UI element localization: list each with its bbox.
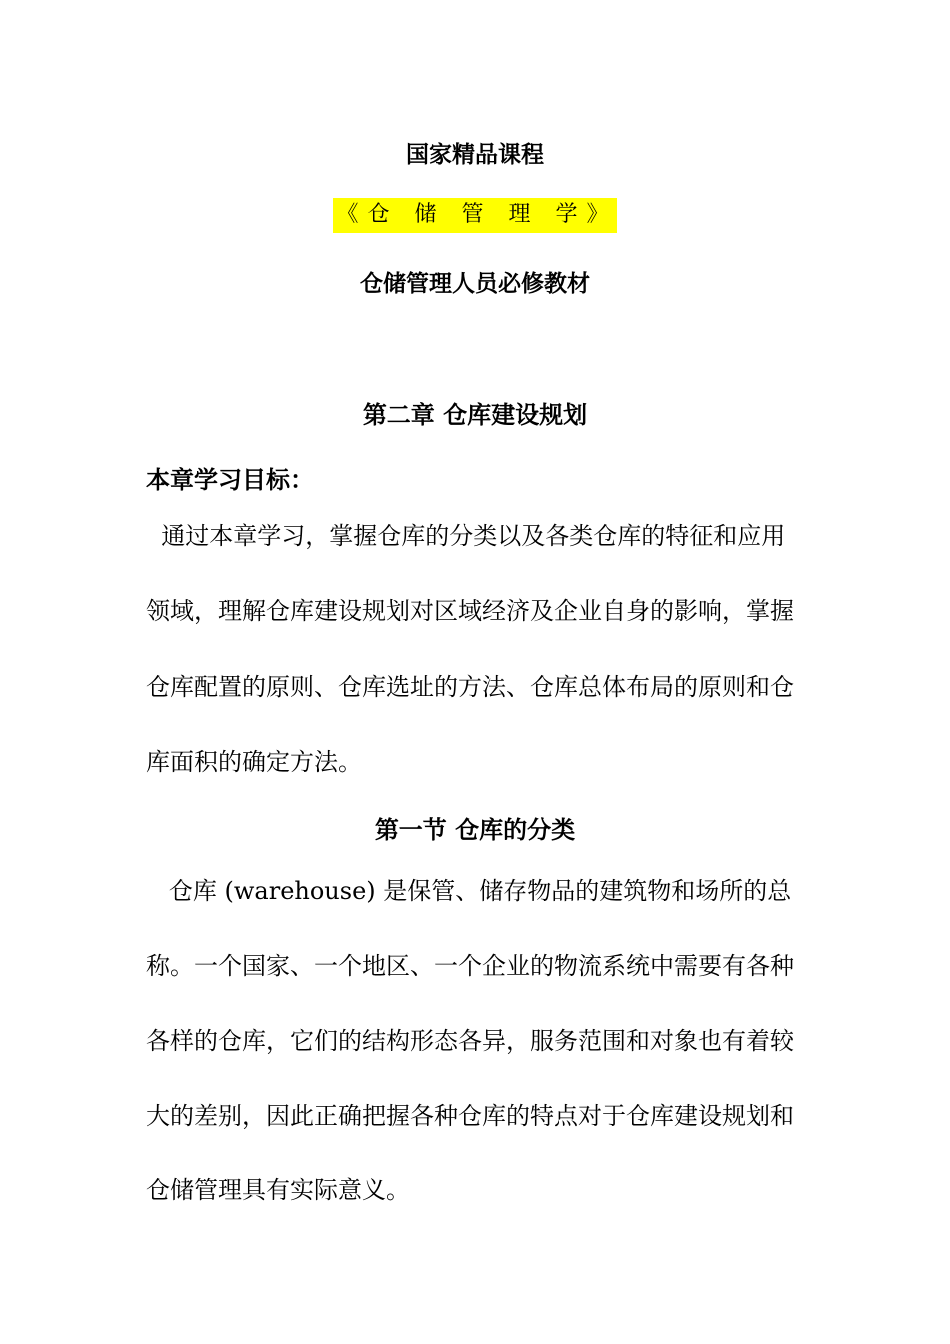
paragraph-line: 仓库 (warehouse) 是保管、储存物品的建筑物和场所的总 xyxy=(146,877,792,905)
book-title-row xyxy=(0,198,950,233)
paragraph-line: 库面积的确定方法。 xyxy=(146,748,362,776)
course-title: 国家精品课程 xyxy=(406,142,544,168)
paragraph-line: 领域，理解仓库建设规划对区域经济及企业自身的影响，掌握 xyxy=(146,597,794,625)
objectives-heading: 本章学习目标： xyxy=(146,466,314,494)
tagline: 仓储管理人员必修教材 xyxy=(360,271,590,297)
paragraph-line: 大的差别，因此正确把握各种仓库的特点对于仓库建设规划和 xyxy=(146,1102,794,1130)
paragraph-line: 通过本章学习，掌握仓库的分类以及各类仓库的特征和应用 xyxy=(146,522,786,550)
paragraph-line: 各样的仓库，它们的结构形态各异，服务范围和对象也有着较 xyxy=(146,1027,794,1055)
chapter-title: 第二章 仓库建设规划 xyxy=(362,401,588,429)
paragraph-line: 称。一个国家、一个地区、一个企业的物流系统中需要有各种 xyxy=(146,952,794,980)
paragraph-line: 仓库配置的原则、仓库选址的方法、仓库总体布局的原则和仓 xyxy=(146,673,794,701)
book-title-highlighted: 《仓 储 管 理 学》 xyxy=(333,198,618,233)
paragraph-line: 仓储管理具有实际意义。 xyxy=(146,1176,410,1204)
section-title: 第一节 仓库的分类 xyxy=(374,816,576,844)
